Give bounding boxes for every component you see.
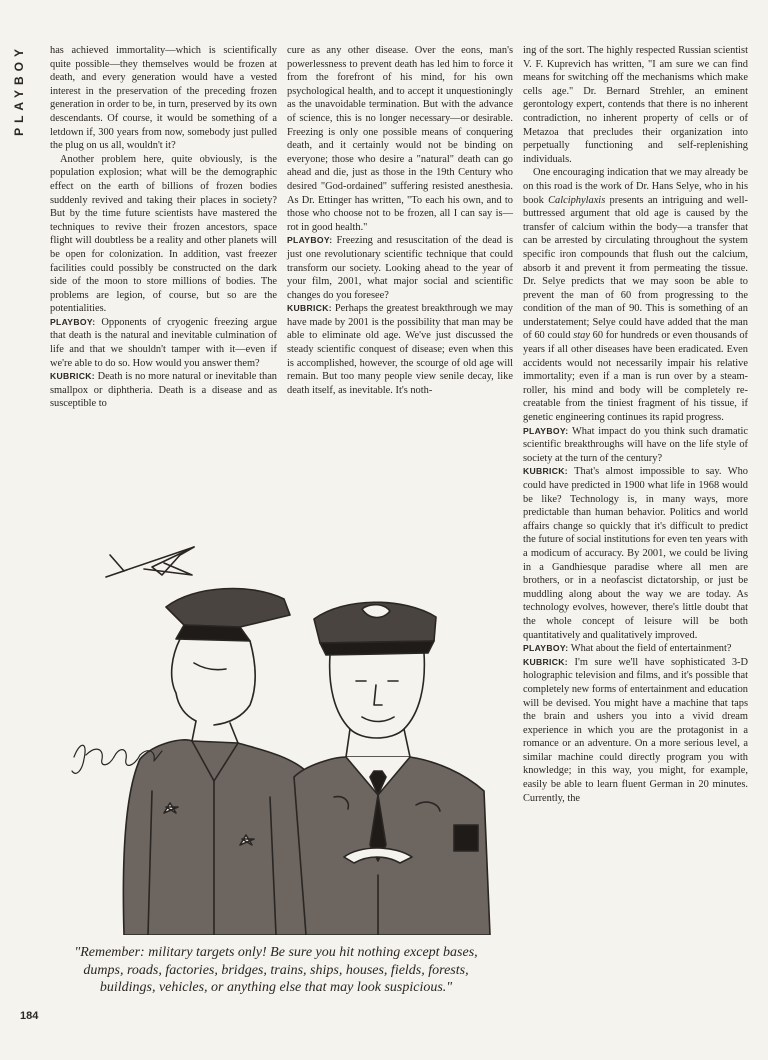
answer-text: I'm sure we'll have sophisticated 3-D holographic television and films, and it's possible that completely new forms of entertainment and education will be devised. You might have a machine that taps the brain and ushers you into a vivid dream experience in which you are the protagonist in a romance or an adventure. On a more serious level, a similar machine could directly program you with knowledge; in this way, you might, for example, easily be able to learn fluent German in 20 minutes. Currently, the	[523, 656, 748, 804]
question-text: What impact do you think such dramatic scientific breakthroughs will have on the life style of society at the turn of the century?	[523, 425, 748, 464]
speaker-label: KUBRICK:	[523, 466, 568, 477]
question-text: Freezing and resuscitation of the dead is just one revolutionary scientific technique that could transform our society. Looking ahead to the year of your film, 2001, what major social and scientific changes do you foresee?	[287, 235, 513, 301]
interview-answer	[523, 656, 748, 806]
paragraph: cure as any other disease. Over the eons, man's powerlessness to prevent death has led him to force it from the forefront of his mind, for his own psychological health, and to accept it unquestioningly as the unavoidable termination. But with the advance of science, this is no longer necessary—or desirable. Freezing is only one possible means of conquering death, and it certainly would not be binding on everyone; those who desire a "natural" death can go ahead and die, just as those in the 19th Century who desired "God-ordained" suffering resisted anesthesia. As Dr. Ettinger has written, "To each his own, and to those who choose not to be frozen, all I can say is—rot in good health."	[287, 45, 513, 233]
speaker-label: PLAYBOY:	[523, 643, 569, 654]
interview-question	[523, 425, 748, 466]
interview-answer	[523, 465, 748, 642]
interview-answer	[287, 302, 513, 397]
interview-question	[50, 316, 277, 370]
jet-plane-icon	[106, 547, 194, 577]
speaker-label: PLAYBOY:	[287, 235, 333, 246]
paragraph	[523, 166, 748, 424]
cartoon-caption: "Remember: military targets only! Be sure you hit nothing except bases, dumps, roads, factories, bridges, trains, ships, houses, fields, forests, buildings, vehicles, or anything else that may look suspicious."	[74, 945, 478, 995]
masthead: PLAYBOY	[12, 44, 26, 136]
question-text: Opponents of cryogenic freezing argue that death is the natural and inevitable culmination of life and that we shouldn't tamper with it—even if we're able to do so. How would you answer them?	[50, 316, 277, 369]
paragraph: has achieved immortality—which is scientifically quite possible—they themselves would be frozen at death, and every generation would have a vested interest in the preservation of the preceding frozen generation in order to be, in turn, preserved by its own descendants. Of course, it would be something of a letdown if, 300 years from now, somebody just pulled the plug on us all, wouldn't it?	[50, 45, 277, 152]
interview-question	[287, 234, 513, 302]
interview-answer	[50, 370, 277, 411]
speaker-label: PLAYBOY:	[523, 425, 569, 436]
text-run: 60 for hundreds or even thousands of years if all other diseases have been eradicated. Even accidents would not necessarily impair his relative immortality; even if a man is run over by a steam-roller, his mind and body will be completely re-creatable from the tiniest fragment of his tissue, if genetic engineering continues its rapid progress.	[523, 330, 748, 424]
speaker-label: PLAYBOY:	[50, 316, 96, 327]
text-run: presents an intriguing and well-buttressed argument that old age is caused by the transfer of calcium within the body—a transfer that can be arrested by circulating throughout the system specific iron compounds that flush out the calcium, absorb it and prevent it from permeating the tissue. Dr. Selye predicts that we may soon be able to prevent the man of 60 from progressing to the condition of the man of 90. This is something of an understatement; Selye could have added that the man of 60 could	[523, 194, 748, 342]
book-title: Calciphylaxis	[548, 194, 606, 206]
officer-left	[123, 589, 306, 935]
text-column-1	[50, 44, 277, 411]
paragraph: Another problem here, quite obviously, is the population explosion; what will be the demographic effect on the earth of billions of frozen bodies suddenly revived and taking their places in society? But by the time future scientists have mastered the techniques to revive their frozen ancestors, space flight will doubtless be a reality and other planets will be open for colonization. In addition, vast freezer facilities could possibly be constructed on the dark side of the moon to store millions of bodies. The problems are legion, of course, but so are the potentialities.	[50, 153, 277, 315]
text-column-3	[523, 44, 748, 805]
cartoon-illustration	[44, 545, 506, 935]
text-column-2	[287, 44, 513, 397]
answer-text: Death is no more natural or inevitable than smallpox or diphtheria. Death is a disease and as susceptible to	[50, 371, 277, 410]
speaker-label: KUBRICK:	[50, 371, 95, 382]
text-run: One encouraging indication that we may already be on this road is the work of Dr. Hans Selye, who in his book	[523, 167, 748, 206]
officer-right	[294, 602, 490, 935]
answer-text: That's almost impossible to say. Who could have predicted in 1900 what life in 1968 would be like? Technology is, in many ways, more predictable than human behavior. Politics and world affairs change so quickly that it's difficult to predict the future of social institutions for even ten years with a modicum of accuracy. By 2001, we could be living in a Gandhiesque paradise where all men are brothers, or in a neofascist dictatorship, or just be muddling along about the way we are today. As technology evolves, however, there's little doubt that the whole concept of leisure will be both quantitatively and qualitatively improved.	[523, 466, 748, 641]
question-text: What about the field of entertainment?	[568, 643, 732, 655]
paragraph: ing of the sort. The highly respected Russian scientist V. F. Kuprevich has written, "I am sure we can find means for switching off the mechanisms which make cells age." Dr. Bernard Strehler, an eminent gerontology expert, contends that there is no inherent contradiction, no inherent property of cells or of Metazoa that precludes their organization into perpetually functioning and self-replenishing individuals.	[523, 45, 748, 165]
speaker-label: KUBRICK:	[287, 303, 332, 314]
answer-text: Perhaps the greatest breakthrough we may have made by 2001 is the possibility that man may be able to eliminate old age. We've just discussed the steady scientific conquest of disease; even when this is accomplished, however, the scourge of old age will remain. But too many people view senile decay, like death itself, as inevitable. It's noth-	[287, 303, 513, 396]
emphasis: stay	[573, 330, 590, 342]
interview-question	[523, 642, 748, 656]
page-number: 184	[20, 1010, 39, 1022]
speaker-label: KUBRICK:	[523, 656, 568, 667]
